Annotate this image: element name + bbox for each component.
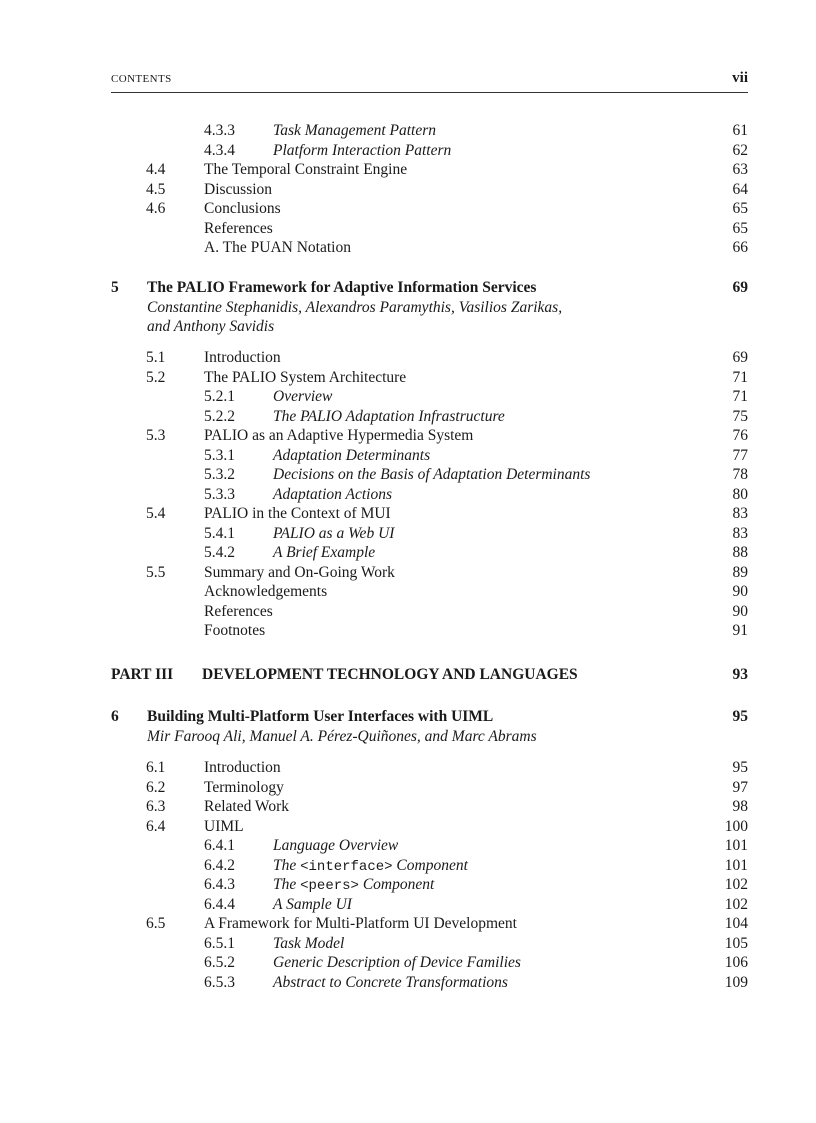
authors-line: Constantine Stephanidis, Alexandros Paramythis, Vasilios Zarikas, (147, 298, 563, 316)
section-number: 6.4.2 (204, 856, 235, 874)
toc-entry[interactable] (0, 368, 816, 387)
toc-entry[interactable] (0, 895, 816, 914)
toc-entry[interactable] (0, 817, 816, 836)
section-number: 6.4.1 (204, 837, 235, 854)
section-number: 5.2.1 (204, 388, 235, 405)
chapter-authors (147, 727, 707, 746)
page-number: 75 (732, 407, 748, 425)
chapter-authors (147, 298, 707, 337)
page-number: 61 (732, 122, 748, 139)
page-number: 90 (732, 602, 748, 620)
toc-entry[interactable] (0, 543, 816, 562)
code-element-name: <peers> (300, 878, 359, 894)
page-number: 95 (732, 759, 748, 776)
toc-entry[interactable] (0, 563, 816, 582)
page-number: 93 (732, 666, 748, 683)
page-number: 62 (732, 141, 748, 159)
chapter-number: 5 (111, 279, 119, 296)
toc-entry[interactable] (0, 219, 816, 238)
part-number: PART III (111, 666, 174, 683)
section-number: 4.3.3 (204, 122, 235, 139)
toc-entry[interactable] (0, 199, 816, 218)
section-title: PALIO in the Context of MUI (204, 505, 391, 522)
section-number: 4.4 (146, 161, 166, 178)
section-number: 5.4.2 (204, 544, 235, 561)
title-suffix: Component (392, 856, 468, 874)
section-number: 6.5.3 (204, 973, 235, 991)
section-title: The PALIO System Architecture (204, 368, 407, 386)
page-number: 83 (732, 524, 748, 542)
section-title: Task Management Pattern (273, 122, 437, 139)
toc-entry[interactable] (0, 602, 816, 621)
toc-entry[interactable] (0, 934, 816, 953)
chapter-number: 6 (111, 708, 119, 725)
page-number: 77 (732, 446, 748, 464)
section-number: 5.3.2 (204, 466, 235, 483)
part-title: DEVELOPMENT TECHNOLOGY AND LANGUAGES (202, 666, 578, 683)
page-number: 105 (724, 934, 748, 952)
toc-entry[interactable] (0, 446, 816, 465)
section-title: Acknowledgements (204, 583, 328, 600)
toc-entry[interactable] (0, 160, 816, 179)
section-title: Adaptation Actions (273, 485, 392, 503)
section-title: Footnotes (204, 622, 266, 639)
section-title: A Sample UI (273, 895, 352, 913)
section-title (273, 875, 434, 896)
part-heading[interactable] (0, 665, 816, 684)
section-number: 4.5 (146, 180, 166, 198)
page-number: 64 (732, 180, 748, 198)
chapter-title: Building Multi-Platform User Interfaces with UIML (147, 708, 494, 725)
section-number: 5.3 (146, 427, 166, 444)
toc-entry[interactable] (0, 953, 816, 972)
section-title: Generic Description of Device Families (273, 954, 521, 971)
page-number: 102 (724, 895, 748, 913)
toc-entry[interactable] (0, 348, 816, 367)
title-prefix: The (273, 856, 301, 874)
section-title: Platform Interaction Pattern (273, 141, 452, 159)
section-number: 6.1 (146, 759, 166, 776)
section-title: The Temporal Constraint Engine (204, 161, 408, 178)
section-number: 5.1 (146, 349, 166, 366)
page-number-roman: vii (732, 70, 748, 86)
toc-entry[interactable] (0, 875, 816, 894)
toc-entry[interactable] (0, 778, 816, 797)
section-title: UIML (204, 817, 244, 835)
toc-entry[interactable] (0, 504, 816, 523)
section-title (273, 856, 468, 877)
section-title: Language Overview (273, 837, 399, 854)
section-title: Summary and On-Going Work (204, 563, 395, 581)
page-number: 76 (732, 427, 748, 444)
section-number: 5.5 (146, 563, 166, 581)
page-number: 106 (724, 954, 748, 971)
toc-entry[interactable] (0, 524, 816, 543)
page-number: 104 (724, 915, 748, 932)
page-number: 102 (724, 876, 748, 893)
page-number: 63 (732, 161, 748, 178)
page-number: 91 (732, 622, 748, 639)
section-title: Related Work (204, 798, 289, 815)
toc-entry[interactable] (0, 465, 816, 484)
page-number: 101 (724, 856, 748, 874)
chapter-heading[interactable] (0, 278, 816, 297)
section-title: Abstract to Concrete Transformations (273, 973, 508, 991)
section-number: 5.3.3 (204, 485, 235, 503)
section-number: 5.4 (146, 505, 166, 522)
page-number: 71 (732, 368, 748, 386)
title-suffix: Component (358, 876, 435, 893)
section-title: A Brief Example (273, 544, 376, 561)
section-title: References (204, 602, 273, 620)
section-title: PALIO as an Adaptive Hypermedia System (204, 427, 474, 444)
toc-entry[interactable] (0, 758, 816, 777)
section-number: 5.2.2 (204, 407, 235, 425)
page-number: 109 (724, 973, 748, 991)
section-title: Task Model (273, 934, 345, 952)
chapter-title: The PALIO Framework for Adaptive Information Services (147, 279, 537, 296)
chapter-heading[interactable] (0, 707, 816, 726)
page-number: 65 (732, 200, 748, 217)
toc-entry[interactable] (0, 387, 816, 406)
page-number: 69 (732, 349, 748, 366)
toc-entry[interactable] (0, 407, 816, 426)
section-title: Decisions on the Basis of Adaptation Determinants (273, 466, 591, 483)
page-number: 95 (732, 708, 748, 725)
section-title: PALIO as a Web UI (273, 524, 395, 542)
section-title: Introduction (204, 759, 281, 776)
toc-entry[interactable] (0, 141, 816, 160)
running-header (111, 70, 748, 93)
toc-entry[interactable] (0, 238, 816, 257)
page-number: 69 (732, 279, 748, 296)
page-number: 66 (732, 239, 748, 256)
page-number: 101 (724, 837, 748, 854)
page-number: 90 (732, 583, 748, 600)
section-title: The PALIO Adaptation Infrastructure (273, 407, 505, 425)
section-title: References (204, 219, 273, 237)
section-number: 6.3 (146, 798, 166, 815)
toc-entry[interactable] (0, 485, 816, 504)
toc-entry[interactable] (0, 121, 816, 140)
section-title: Adaptation Determinants (273, 446, 431, 464)
toc-entry[interactable] (0, 797, 816, 816)
section-number: 6.5.1 (204, 934, 235, 952)
section-number: 6.4.3 (204, 876, 235, 893)
toc-entry[interactable] (0, 621, 816, 640)
running-header-title: CONTENTS (111, 73, 172, 85)
toc-entry[interactable] (0, 856, 816, 875)
section-number: 5.4.1 (204, 524, 235, 542)
page-number: 80 (732, 485, 748, 503)
section-title: Conclusions (204, 200, 281, 217)
section-title: A Framework for Multi-Platform UI Development (204, 915, 517, 932)
toc-entry[interactable] (0, 914, 816, 933)
section-title: Overview (273, 388, 333, 405)
page-number: 98 (732, 798, 748, 815)
page-number: 71 (732, 388, 748, 405)
authors-line: and Anthony Savidis (147, 317, 275, 335)
section-number: 6.5.2 (204, 954, 235, 971)
section-number: 4.6 (146, 200, 166, 217)
toc-entry[interactable] (0, 426, 816, 445)
toc-entry[interactable] (0, 582, 816, 601)
page-number: 83 (732, 505, 748, 522)
section-number: 4.3.4 (204, 141, 235, 159)
section-title: A. The PUAN Notation (204, 239, 351, 256)
code-element-name: <interface> (300, 858, 393, 875)
title-prefix: The (273, 876, 301, 893)
page-number: 97 (732, 778, 748, 796)
section-title: Discussion (204, 180, 273, 198)
section-title: Terminology (204, 778, 284, 796)
section-title: Introduction (204, 349, 281, 366)
toc-entry[interactable] (0, 973, 816, 992)
page-number: 78 (732, 466, 748, 483)
section-number: 5.3.1 (204, 446, 235, 464)
section-number: 5.2 (146, 368, 166, 386)
section-number: 6.2 (146, 778, 166, 796)
authors-line: Mir Farooq Ali, Manuel A. Pérez-Quiñones, and Marc Abrams (147, 727, 537, 745)
page-number: 88 (732, 544, 748, 561)
page-number: 100 (724, 817, 748, 835)
page-number: 89 (732, 563, 748, 581)
section-number: 6.5 (146, 915, 166, 932)
section-number: 6.4 (146, 817, 166, 835)
toc-entry[interactable] (0, 836, 816, 855)
toc-entry[interactable] (0, 180, 816, 199)
page-number: 65 (732, 219, 748, 237)
section-number: 6.4.4 (204, 895, 235, 913)
